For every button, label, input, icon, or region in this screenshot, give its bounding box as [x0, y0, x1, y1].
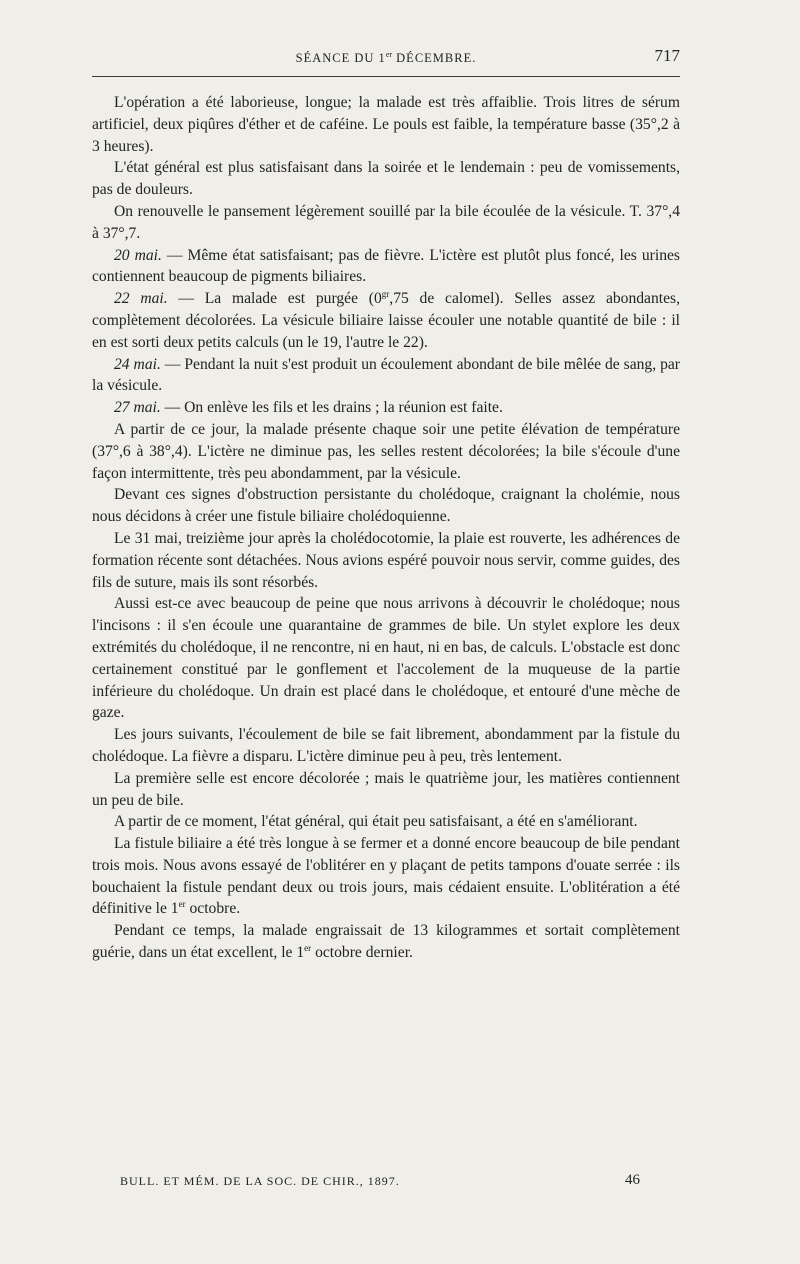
text-run: A partir de ce jour, la malade présente chaque soir une petite élévation de température (37°,6 à 38°,4). L'ictère ne diminue pas, les selles restent décolorées; la bile s'écoule d'une façon intermittente, très peu abondamment, par la vésicule.: [92, 420, 680, 482]
paragraph: [92, 920, 680, 964]
text-run: octobre dernier.: [311, 944, 413, 962]
paragraph: [92, 92, 680, 157]
text-run: La fistule biliaire a été très longue à se fermer et a donné encore beaucoup de bile pendant trois mois. Nous avons essayé de l'oblitérer en y plaçant de petits tampons d'ouate serrée : ils bouchaient la fistule pendant deux ou trois jours, mais cédaient ensuite. L'oblitération a été définitive le 1: [92, 835, 680, 918]
paragraph: [92, 397, 680, 419]
running-title-end: DÉCEMBRE.: [392, 51, 477, 66]
paragraph: [92, 157, 680, 201]
date-heading: 22 mai.: [114, 290, 168, 308]
running-header: [92, 46, 680, 72]
date-heading: 24 mai.: [114, 355, 161, 373]
paragraph: [92, 528, 680, 593]
text-run: Les jours suivants, l'écoulement de bile se fait librement, abondamment par la fistule du cholédoque. La fièvre a disparu. L'ictère diminue peu à peu, très lentement.: [92, 726, 680, 765]
text-run: La première selle est encore décolorée ; mais le quatrième jour, les matières contiennent un peu de bile.: [92, 769, 680, 809]
text-run: — On enlève les fils et les drains ; la réunion est faite.: [160, 399, 503, 417]
paragraph: [92, 833, 680, 920]
paragraph: [92, 354, 680, 398]
journal-reference: BULL. ET MÉM. DE LA SOC. DE CHIR., 1897.: [120, 1174, 400, 1188]
running-title-main: SÉANCE DU 1: [295, 51, 386, 66]
date-heading: 20 mai.: [114, 246, 162, 264]
paragraph: [92, 811, 680, 833]
text-run: Le 31 mai, treizième jour après la cholédocotomie, la plaie est rouverte, les adhérences de formation récente sont détachées. Nous avions espéré pouvoir nous servir, comme guides, des fils de suture, mais ils sont résorbés.: [92, 529, 680, 591]
text-run: octobre.: [185, 900, 241, 918]
paragraph: [92, 419, 680, 484]
superscript: er: [178, 899, 186, 910]
paragraph: [92, 484, 680, 528]
paragraph: [92, 288, 680, 353]
page-footer: [120, 1172, 640, 1192]
text-run: ,75 de calomel). Selles assez abondantes, complètement décolorées. La vésicule biliaire laisse écouler une notable quantité de bile : il en est sorti deux petits calculs (un le 19, l'autre le 22).: [92, 290, 680, 351]
superscript: er: [304, 942, 312, 953]
running-title-superscript: er: [385, 50, 393, 59]
header-rule: [92, 76, 680, 77]
text-run: On renouvelle le pansement légèrement souillé par la bile écoulée de la vésicule. T. 37°,4 à 37°,7.: [92, 202, 680, 242]
text-run: — La malade est purgée (0: [167, 290, 382, 308]
page-number: 717: [654, 46, 680, 65]
paragraph: [92, 201, 680, 245]
text-run: A partir de ce moment, l'état général, qui était peu satisfaisant, a été en s'améliorant.: [114, 813, 638, 831]
paragraph: [92, 245, 680, 289]
paragraph: [92, 724, 680, 768]
paragraph: [92, 593, 680, 724]
date-heading: 27 mai.: [114, 399, 161, 417]
text-run: L'opération a été laborieuse, longue; la malade est très affaiblie. Trois litres de sérum artificiel, deux piqûres d'éther et de caféine. Le pouls est faible, la température basse (35°,2 à 3 heures).: [92, 94, 680, 155]
text-run: L'état général est plus satisfaisant dans la soirée et le lendemain : peu de vomissements, pas de douleurs.: [92, 159, 680, 199]
signature-mark: 46: [625, 1172, 640, 1188]
body-text: [92, 92, 680, 964]
text-run: Aussi est-ce avec beaucoup de peine que nous arrivons à découvrir le cholédoque; nous l'incisons : il s'en écoule une quarantaine de grammes de bile. Un stylet explore les deux extrémités du cholédoque, il ne rencontre, ni en haut, ni en bas, de calculs. L'obstacle est donc certainement constitué par le gonflement et l'accolement de la muqueuse de la partie inférieure du cholédoque. Un drain est placé dans le cholédoque, et entouré d'une mèche de gaze.: [92, 595, 680, 722]
text-run: — Pendant la nuit s'est produit un écoulement abondant de bile mêlée de sang, par la vésicule.: [92, 355, 680, 395]
superscript: gr: [381, 288, 390, 299]
running-title: [92, 50, 680, 66]
text-run: Pendant ce temps, la malade engraissait de 13 kilogrammes et sortait complètement guérie, dans un état excellent, le 1: [92, 922, 680, 962]
text-run: — Même état satisfaisant; pas de fièvre. L'ictère est plutôt plus foncé, les urines contiennent beaucoup de pigments biliaires.: [92, 246, 680, 286]
text-run: Devant ces signes d'obstruction persistante du cholédoque, craignant la cholémie, nous nous décidons à créer une fistule biliaire cholédoquienne.: [92, 486, 680, 526]
paragraph: [92, 768, 680, 812]
